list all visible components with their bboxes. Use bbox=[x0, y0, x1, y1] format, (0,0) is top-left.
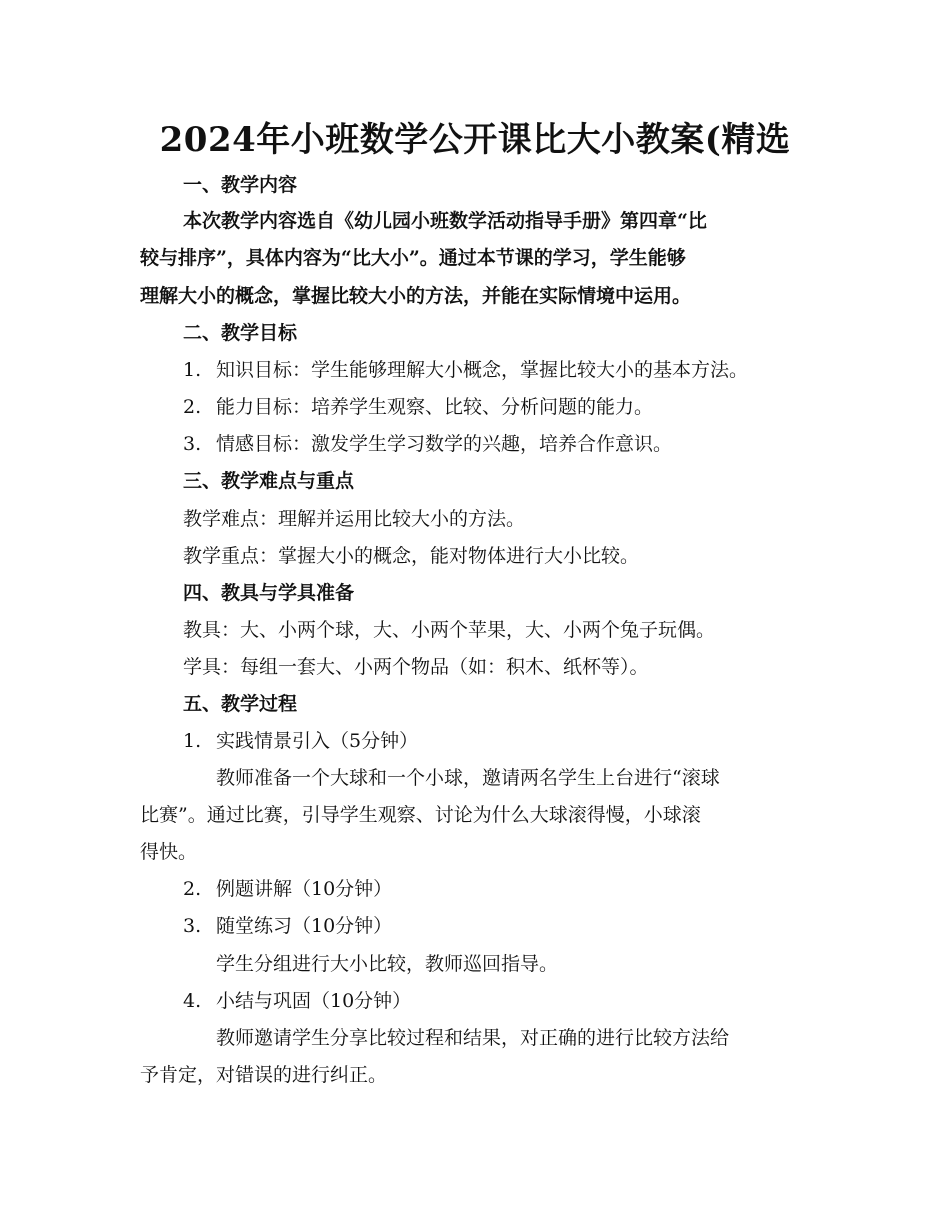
section-heading-content: 一、教学内容 bbox=[183, 174, 298, 196]
objective-item bbox=[183, 395, 863, 419]
process-text: 小结与巩固（10分钟） bbox=[216, 990, 412, 1012]
process-number: 1. bbox=[183, 730, 202, 752]
process-number: 4. bbox=[183, 990, 202, 1012]
section-heading-process: 五、教学过程 bbox=[183, 693, 298, 715]
learning-aids-line: 学具：每组一套大、小两个物品（如：积木、纸杯等）。 bbox=[183, 656, 649, 678]
objective-text: 知识目标：学生能够理解大小概念，掌握比较大小的基本方法。 bbox=[216, 359, 749, 381]
objective-text: 能力目标：培养学生观察、比较、分析问题的能力。 bbox=[216, 396, 654, 418]
objective-item bbox=[183, 432, 863, 456]
objective-number: 1. bbox=[183, 359, 202, 381]
section-heading-objectives: 二、教学目标 bbox=[183, 322, 298, 344]
process-text: 随堂练习（10分钟） bbox=[216, 915, 393, 937]
process-number: 3. bbox=[183, 915, 202, 937]
section-heading-materials: 四、教具与学具准备 bbox=[183, 582, 355, 604]
objective-text: 情感目标：激发学生学习数学的兴趣，培养合作意识。 bbox=[216, 433, 673, 455]
process-paragraph-line: 予肯定，对错误的进行纠正。 bbox=[140, 1064, 388, 1086]
teaching-aids-line: 教具：大、小两个球，大、小两个苹果，大、小两个兔子玩偶。 bbox=[183, 619, 716, 641]
process-item bbox=[183, 877, 863, 901]
objective-item bbox=[183, 358, 863, 382]
process-paragraph-line: 学生分组进行大小比较，教师巡回指导。 bbox=[216, 953, 559, 975]
process-item bbox=[183, 914, 863, 938]
key-point-line: 教学重点：掌握大小的概念，能对物体进行大小比较。 bbox=[183, 545, 640, 567]
process-paragraph-line: 比赛”。通过比赛，引导学生观察、讨论为什么大球滚得慢，小球滚 bbox=[140, 804, 701, 826]
objective-number: 2. bbox=[183, 396, 202, 418]
process-number: 2. bbox=[183, 878, 202, 900]
process-paragraph-line: 教师准备一个大球和一个小球，邀请两名学生上台进行“滚球 bbox=[216, 767, 720, 789]
process-item bbox=[183, 729, 863, 753]
section-heading-difficulties: 三、教学难点与重点 bbox=[183, 470, 355, 492]
paragraph-content-line2: 较与排序”，具体内容为“比大小”。通过本节课的学习，学生能够 bbox=[140, 247, 686, 269]
paragraph-content-line1: 本次教学内容选自《幼儿园小班数学活动指导手册》第四章“比 bbox=[183, 210, 707, 232]
process-text: 例题讲解（10分钟） bbox=[216, 878, 393, 900]
process-paragraph-line: 教师邀请学生分享比较过程和结果，对正确的进行比较方法给 bbox=[216, 1027, 730, 1049]
objective-number: 3. bbox=[183, 433, 202, 455]
document-title: 2024年小班数学公开课比大小教案(精选 bbox=[159, 120, 791, 160]
difficulty-line: 教学难点：理解并运用比较大小的方法。 bbox=[183, 508, 526, 530]
process-paragraph-line: 得快。 bbox=[140, 841, 198, 863]
process-item bbox=[183, 989, 863, 1013]
paragraph-content-line3: 理解大小的概念，掌握比较大小的方法，并能在实际情境中运用。 bbox=[140, 285, 692, 307]
process-text: 实践情景引入（5分钟） bbox=[216, 730, 419, 752]
